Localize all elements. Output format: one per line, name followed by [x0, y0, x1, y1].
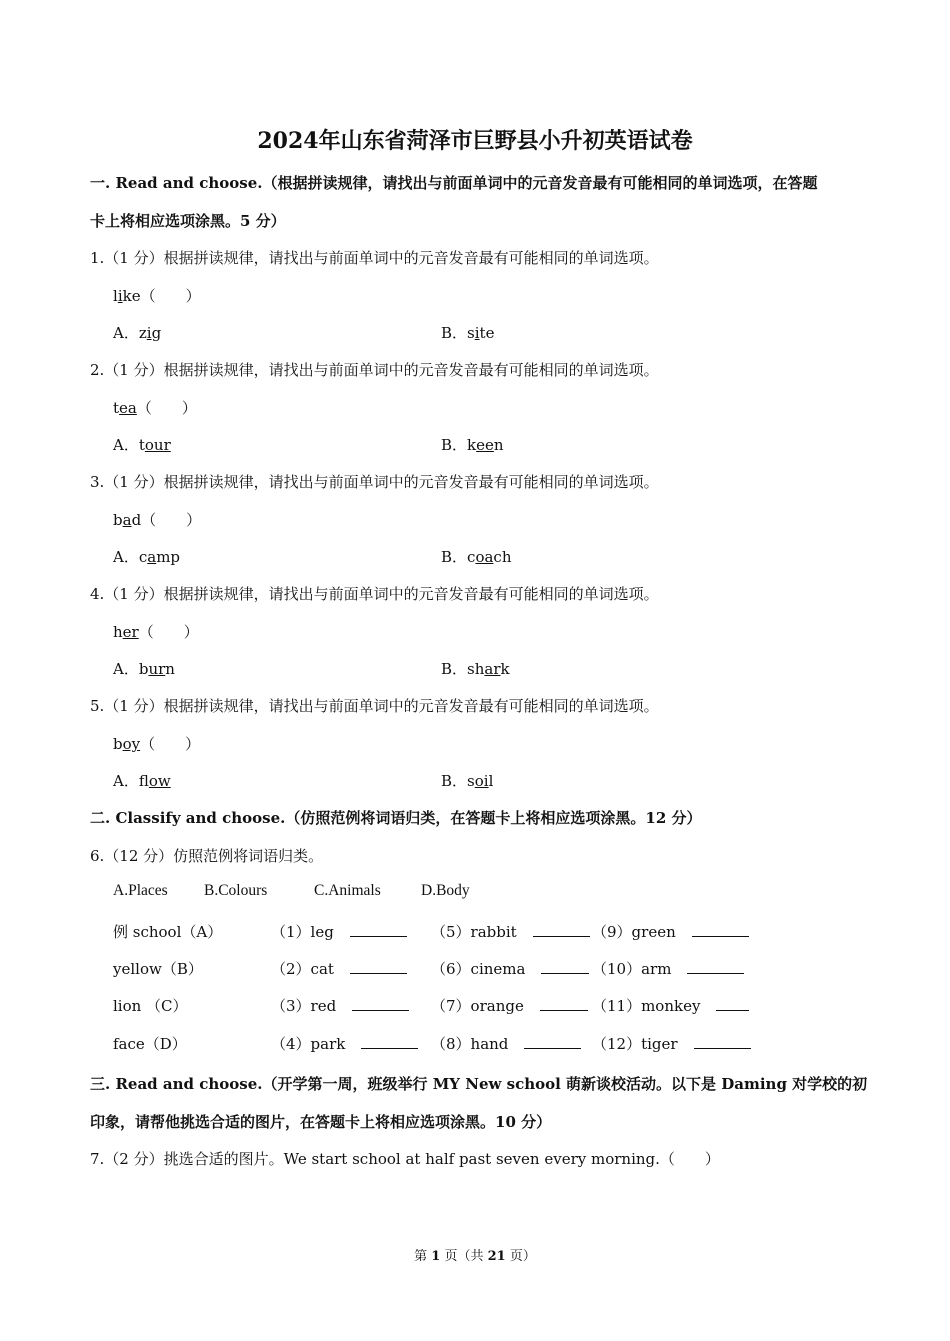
example-face: face（D） [113, 1035, 187, 1053]
question-3-option-b[interactable]: B．coach [441, 548, 512, 566]
answer-blank-6[interactable] [541, 959, 589, 974]
question-1-word: like（ ） [113, 287, 201, 305]
question-4-option-b[interactable]: B．shark [441, 660, 510, 678]
classify-item-1: （1）leg [271, 921, 407, 942]
question-6-stem: 6.（12 分）仿照范例将词语归类。 [90, 847, 324, 865]
question-3-option-a[interactable]: A．camp [113, 548, 181, 566]
answer-blank-5[interactable] [533, 922, 590, 937]
question-5-option-a[interactable]: A．flow [113, 772, 171, 790]
answer-blank-7[interactable] [540, 996, 588, 1011]
question-2-option-b[interactable]: B．keen [441, 436, 504, 454]
classify-item-11: （11）monkey [592, 995, 749, 1016]
question-2-stem: 2.（1 分）根据拼读规律，请找出与前面单词中的元音发音最有可能相同的单词选项。 [90, 361, 659, 379]
section-2-heading: 二. Classify and choose.（仿照范例将词语归类，在答题卡上将相应选项涂黑。12 分） [90, 809, 702, 827]
answer-blank-3[interactable] [352, 996, 409, 1011]
answer-blank-9[interactable] [692, 922, 749, 937]
answer-blank-2[interactable] [350, 959, 407, 974]
question-1-option-a[interactable]: A．zig [113, 324, 162, 342]
classify-item-2: （2）cat [271, 958, 407, 979]
question-4-stem: 4.（1 分）根据拼读规律，请找出与前面单词中的元音发音最有可能相同的单词选项。 [90, 585, 659, 603]
page-footer: 第 1 页（共 21 页） [414, 1249, 536, 1264]
example-school: 例 school（A） [113, 923, 223, 941]
question-3-stem: 3.（1 分）根据拼读规律，请找出与前面单词中的元音发音最有可能相同的单词选项。 [90, 473, 659, 491]
page-title: 2024年山东省菏泽市巨野县小升初英语试卷 [257, 128, 693, 154]
question-5-option-b[interactable]: B．soil [441, 772, 494, 790]
classify-item-5: （5）rabbit [431, 921, 590, 942]
classify-item-4: （4）park [271, 1033, 418, 1054]
category-animals: C.Animals [314, 882, 381, 899]
classify-item-8: （8）hand [431, 1033, 581, 1054]
classify-item-3: （3）red [271, 995, 409, 1016]
answer-blank-8[interactable] [524, 1034, 581, 1049]
question-5-word: boy（ ） [113, 735, 201, 753]
example-lion: lion （C） [113, 997, 188, 1015]
category-body: D.Body [421, 882, 470, 899]
classify-item-6: （6）cinema [431, 958, 589, 979]
category-colours: B.Colours [204, 882, 268, 899]
answer-blank-12[interactable] [694, 1034, 751, 1049]
question-2-option-a[interactable]: A．tour [113, 436, 171, 454]
answer-blank-11[interactable] [716, 996, 749, 1011]
example-yellow: yellow（B） [113, 960, 203, 978]
question-4-word: her（ ） [113, 623, 199, 641]
answer-blank-10[interactable] [687, 959, 744, 974]
section-1-heading: 一. Read and choose.（根据拼读规律，请找出与前面单词中的元音发音最有可能相同的单词选项，在答题 [90, 174, 818, 192]
question-7-stem: 7.（2 分）挑选合适的图片。We start school at half past seven every morning.（ ） [90, 1150, 720, 1168]
question-4-option-a[interactable]: A．burn [113, 660, 175, 678]
classify-item-9: （9）green [592, 921, 749, 942]
question-1-option-b[interactable]: B．site [441, 324, 495, 342]
question-2-word: tea（ ） [113, 399, 197, 417]
category-places: A.Places [113, 882, 168, 899]
question-1-stem: 1.（1 分）根据拼读规律，请找出与前面单词中的元音发音最有可能相同的单词选项。 [90, 249, 659, 267]
classify-item-12: （12）tiger [592, 1033, 751, 1054]
answer-blank-1[interactable] [350, 922, 407, 937]
classify-item-10: （10）arm [592, 958, 744, 979]
section-3-heading-cont: 印象，请帮他挑选合适的图片，在答题卡上将相应选项涂黑。10 分） [90, 1113, 552, 1131]
section-3-heading: 三. Read and choose.（开学第一周，班级举行 MY New school 萌新谈校活动。以下是 Daming 对学校的初 [90, 1075, 868, 1093]
answer-blank-4[interactable] [361, 1034, 418, 1049]
question-3-word: bad（ ） [113, 511, 202, 529]
classify-item-7: （7）orange [431, 995, 588, 1016]
question-5-stem: 5.（1 分）根据拼读规律，请找出与前面单词中的元音发音最有可能相同的单词选项。 [90, 697, 659, 715]
section-1-heading-cont: 卡上将相应选项涂黑。5 分） [90, 212, 286, 230]
